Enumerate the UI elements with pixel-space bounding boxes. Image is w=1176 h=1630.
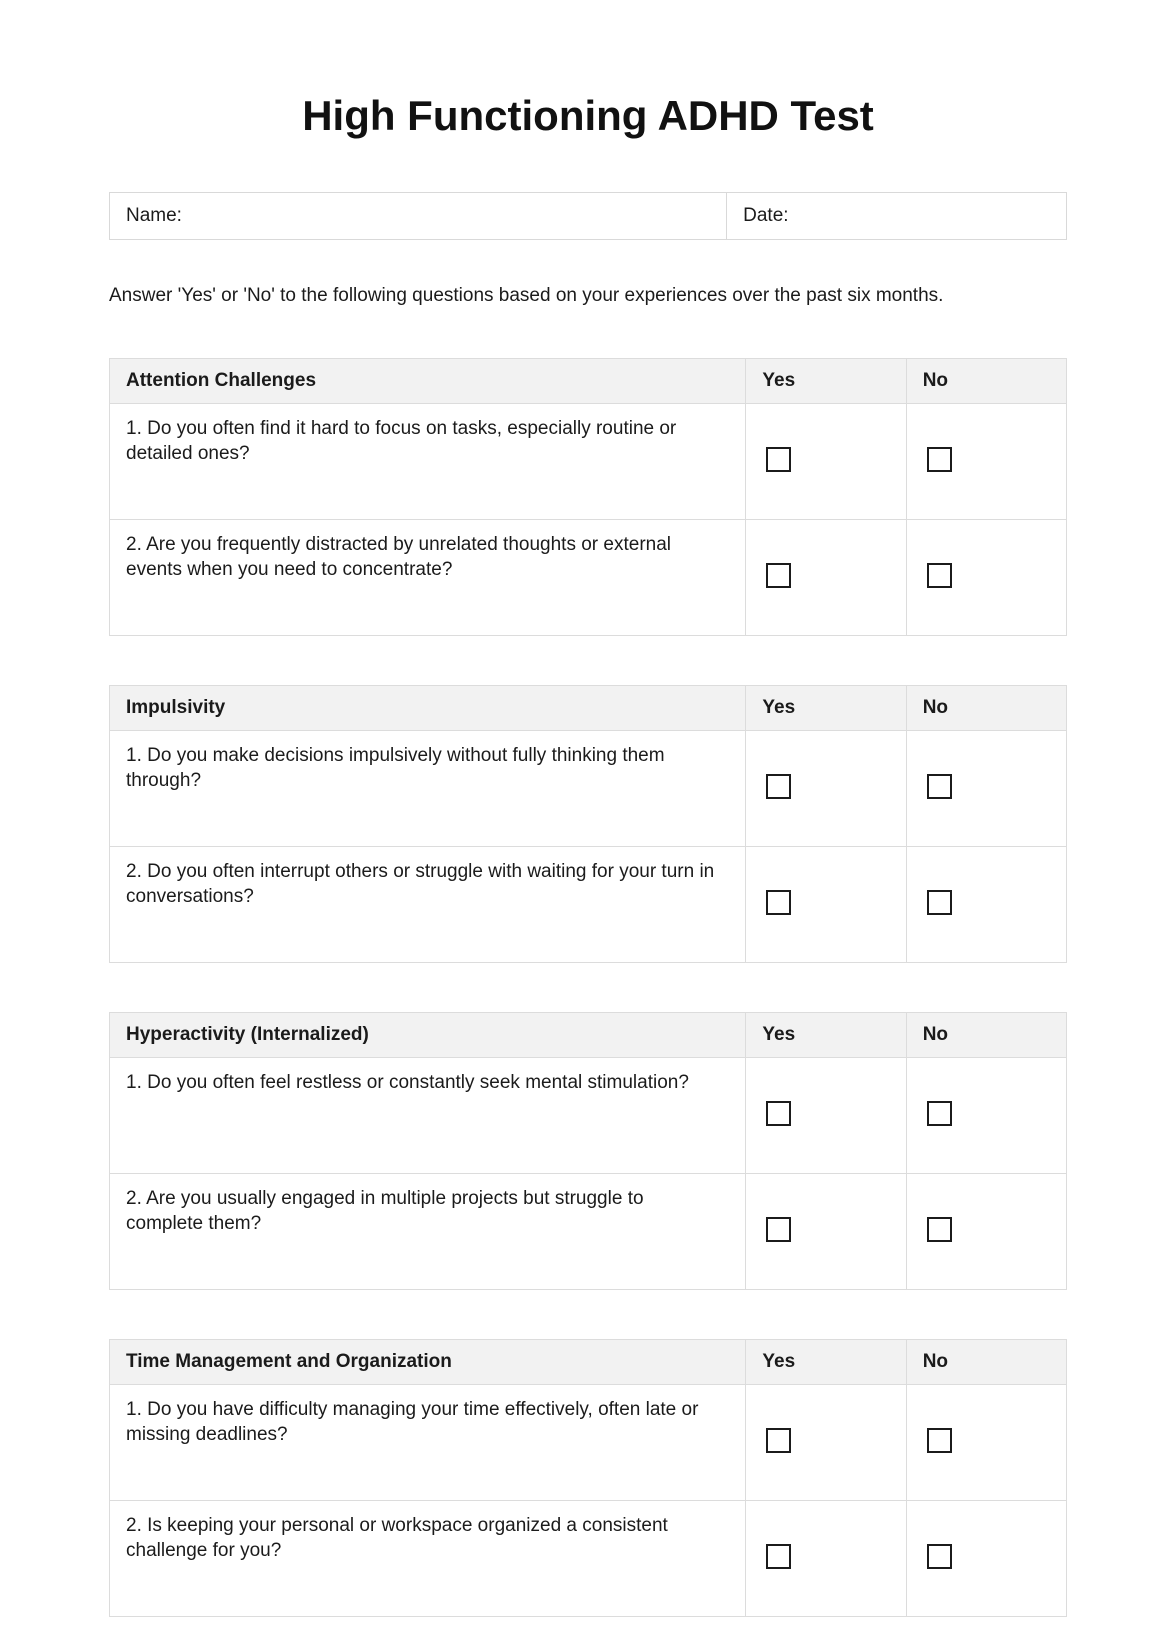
document-page	[109, 0, 1067, 1617]
no-checkbox[interactable]	[927, 1101, 952, 1126]
no-cell	[906, 1501, 1066, 1617]
no-cell	[906, 731, 1066, 847]
yes-cell	[746, 1501, 906, 1617]
section-table-time-management	[109, 1339, 1067, 1617]
section-header-row	[110, 359, 1067, 404]
date-label: Date:	[743, 205, 789, 227]
question-row	[110, 1501, 1067, 1617]
date-field[interactable]	[727, 193, 1067, 240]
question-text: 2. Are you usually engaged in multiple projects but struggle to complete them?	[110, 1174, 746, 1290]
question-row	[110, 1174, 1067, 1290]
section-table-hyperactivity	[109, 1012, 1067, 1290]
yes-checkbox[interactable]	[766, 774, 791, 799]
no-checkbox[interactable]	[927, 774, 952, 799]
question-text: 1. Do you make decisions impulsively without fully thinking them through?	[110, 731, 746, 847]
yes-cell	[746, 1385, 906, 1501]
yes-cell	[746, 847, 906, 963]
section-header-row	[110, 1340, 1067, 1385]
section-title: Hyperactivity (Internalized)	[110, 1013, 746, 1058]
no-cell	[906, 1174, 1066, 1290]
no-cell	[906, 1385, 1066, 1501]
yes-checkbox[interactable]	[766, 890, 791, 915]
no-checkbox[interactable]	[927, 890, 952, 915]
no-column-header: No	[906, 359, 1066, 404]
name-label: Name:	[126, 205, 182, 227]
name-field[interactable]	[110, 193, 727, 240]
no-cell	[906, 847, 1066, 963]
name-date-table	[109, 192, 1067, 240]
yes-cell	[746, 1058, 906, 1174]
section-title: Time Management and Organization	[110, 1340, 746, 1385]
question-text: 2. Is keeping your personal or workspace organized a consistent challenge for you?	[110, 1501, 746, 1617]
yes-checkbox[interactable]	[766, 563, 791, 588]
no-checkbox[interactable]	[927, 1428, 952, 1453]
no-cell	[906, 520, 1066, 636]
no-column-header: No	[906, 686, 1066, 731]
yes-cell	[746, 404, 906, 520]
no-checkbox[interactable]	[927, 447, 952, 472]
no-column-header: No	[906, 1340, 1066, 1385]
section-title: Attention Challenges	[110, 359, 746, 404]
instructions-text: Answer 'Yes' or 'No' to the following questions based on your experiences over the past six months.	[109, 285, 944, 307]
yes-checkbox[interactable]	[766, 1544, 791, 1569]
yes-checkbox[interactable]	[766, 1428, 791, 1453]
no-column-header: No	[906, 1013, 1066, 1058]
question-text: 2. Are you frequently distracted by unrelated thoughts or external events when you need to concentrate?	[110, 520, 746, 636]
question-row	[110, 404, 1067, 520]
question-text: 1. Do you often find it hard to focus on tasks, especially routine or detailed ones?	[110, 404, 746, 520]
yes-cell	[746, 731, 906, 847]
no-checkbox[interactable]	[927, 1217, 952, 1242]
yes-column-header: Yes	[746, 1340, 906, 1385]
section-table-impulsivity	[109, 685, 1067, 963]
name-date-row	[110, 193, 1067, 240]
no-cell	[906, 1058, 1066, 1174]
section-header-row	[110, 686, 1067, 731]
question-text: 1. Do you often feel restless or constantly seek mental stimulation?	[110, 1058, 746, 1174]
yes-column-header: Yes	[746, 686, 906, 731]
yes-column-header: Yes	[746, 1013, 906, 1058]
page-title: High Functioning ADHD Test	[302, 92, 874, 139]
section-title: Impulsivity	[110, 686, 746, 731]
question-row	[110, 1385, 1067, 1501]
question-row	[110, 1058, 1067, 1174]
section-table-attention-challenges	[109, 358, 1067, 636]
question-text: 2. Do you often interrupt others or struggle with waiting for your turn in conversations?	[110, 847, 746, 963]
question-text: 1. Do you have difficulty managing your time effectively, often late or missing deadlines?	[110, 1385, 746, 1501]
no-checkbox[interactable]	[927, 563, 952, 588]
yes-checkbox[interactable]	[766, 447, 791, 472]
question-row	[110, 847, 1067, 963]
question-row	[110, 520, 1067, 636]
yes-cell	[746, 1174, 906, 1290]
yes-checkbox[interactable]	[766, 1217, 791, 1242]
yes-cell	[746, 520, 906, 636]
no-checkbox[interactable]	[927, 1544, 952, 1569]
section-header-row	[110, 1013, 1067, 1058]
no-cell	[906, 404, 1066, 520]
question-row	[110, 731, 1067, 847]
yes-column-header: Yes	[746, 359, 906, 404]
yes-checkbox[interactable]	[766, 1101, 791, 1126]
